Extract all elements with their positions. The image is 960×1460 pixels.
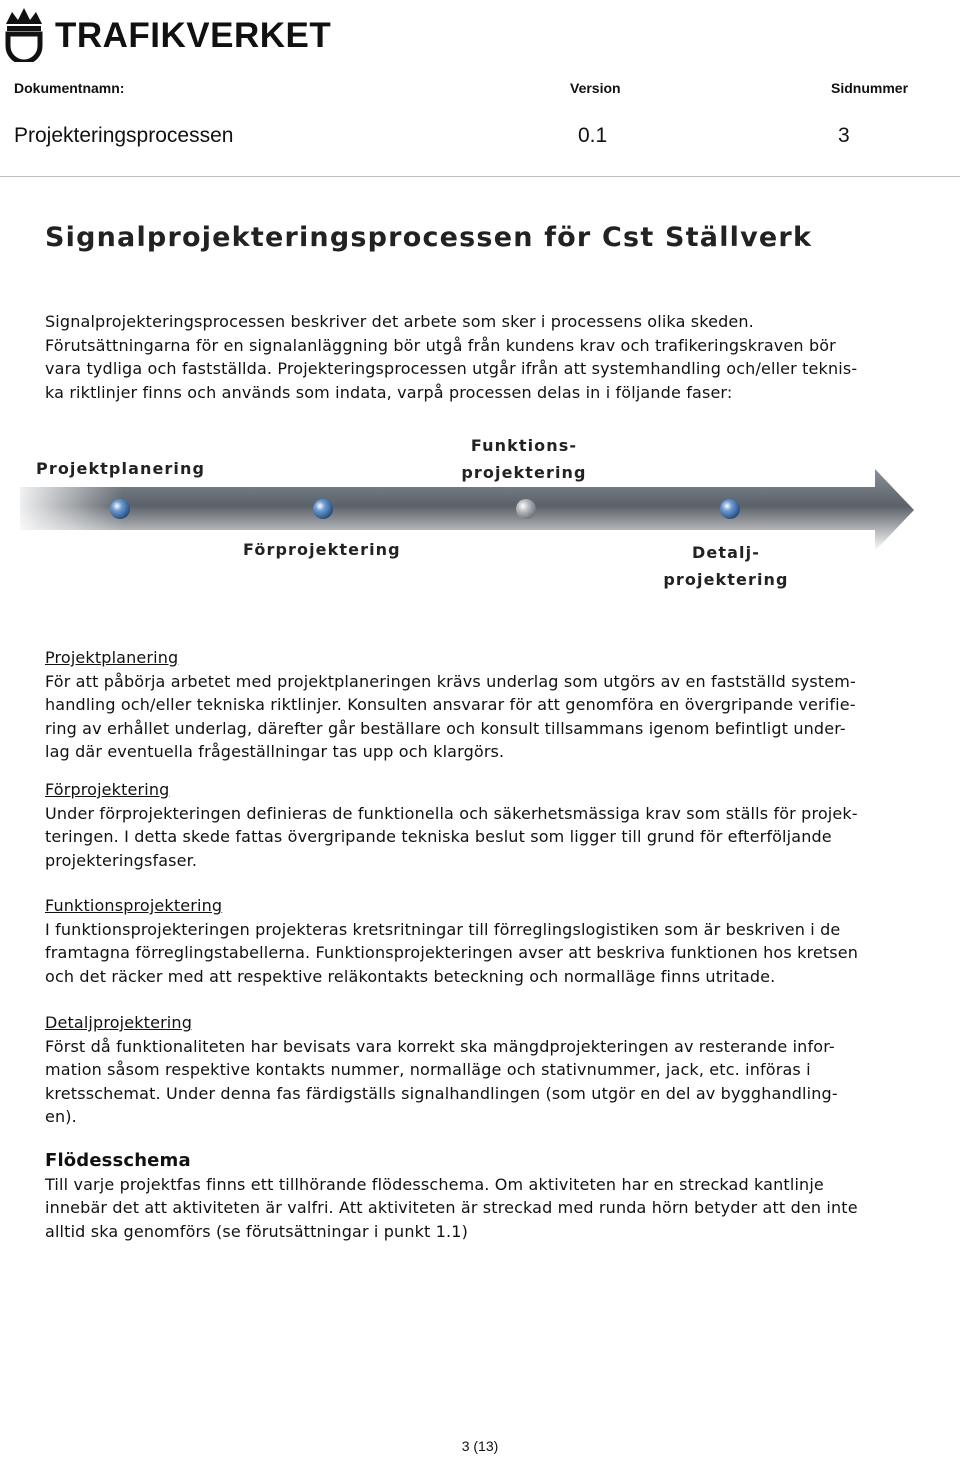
section-line: Under förprojekteringen definieras de funktionella och säkerhetsmässiga krav som ställs för projek- <box>45 803 858 823</box>
crown-icon <box>2 4 46 62</box>
section-line: projekteringsfaser. <box>45 850 198 870</box>
section-line: en). <box>45 1107 77 1126</box>
section-heading: Förprojektering <box>45 780 170 799</box>
version-label: Version <box>570 80 621 96</box>
intro-line: Signalprojekteringsprocessen beskriver det arbete som sker i processens olika skeden. <box>45 312 754 331</box>
process-diagram <box>20 425 940 595</box>
section-line: Först då funktionaliteten har bevisats vara korrekt ska mängdprojekteringen av resterande infor- <box>45 1036 835 1056</box>
section-heading: Projektplanering <box>45 648 179 667</box>
page-number-value: 3 <box>838 124 850 147</box>
phase-label-detaljprojektering <box>650 539 802 593</box>
section-line: lag där eventuella frågeställningar tas upp och klargörs. <box>45 742 505 761</box>
phase-bullet <box>110 499 130 519</box>
phase-bullet <box>313 499 333 519</box>
intro-paragraph <box>45 310 925 404</box>
section-line: och det räcker med att respektive reläkontakts beteckning och normalläge finns utritade. <box>45 966 776 986</box>
section-heading: Flödesschema <box>45 1150 191 1171</box>
phase-bullet <box>516 499 536 519</box>
section-line: alltid ska genomförs (se förutsättningar i punkt 1.1) <box>45 1221 468 1241</box>
section-line: framtagna förreglingstabellerna. Funktionsprojekteringen avser att beskriva funktionen hos kretsen <box>45 943 859 962</box>
logo-text: TRAFIKVERKET <box>55 16 332 55</box>
section-line: För att påbörja arbetet med projektplaneringen krävs underlag som utgörs av en fastställd system- <box>45 671 856 691</box>
section-line: handling och/eller tekniska riktlinjer. Konsulten ansvarar för att genomföra en övergripande verifie- <box>45 695 856 714</box>
section-funktionsprojektering <box>45 894 925 988</box>
section-line: innebär det att aktiviteten är valfri. Att aktiviteten är streckad med runda hörn betyder att den inte <box>45 1198 858 1217</box>
trafikverket-logo <box>0 0 332 66</box>
version-value: 0.1 <box>578 124 608 147</box>
intro-line: vara tydliga och fastställda. Projekteringsprocessen utgår ifrån att systemhandling och/eller teknis- <box>45 359 858 378</box>
phase-label-line: projektering <box>461 463 587 482</box>
page-indicator: 3 (13) <box>461 1438 499 1454</box>
section-heading: Detaljprojektering <box>45 1013 192 1032</box>
section-heading: Funktionsprojektering <box>45 896 223 915</box>
document-name-value: Projekteringsprocessen <box>14 124 234 147</box>
document-name-label: Dokumentnamn: <box>14 80 125 96</box>
phase-bullet <box>720 499 740 519</box>
page-number-label: Sidnummer <box>831 80 909 96</box>
header-divider <box>0 176 960 177</box>
phase-label-line: Detalj- <box>692 543 760 562</box>
section-projektplanering <box>45 646 925 764</box>
phase-label-line: Funktions- <box>470 436 578 455</box>
phase-label-funktionsprojektering <box>448 432 600 486</box>
section-line: Till varje projektfas finns ett tillhörande flödesschema. Om aktiviteten har en streckad kantlinje <box>45 1174 824 1194</box>
intro-line: ka riktlinjer finns och används som indata, varpå processen delas in i följande faser: <box>45 382 733 402</box>
section-line: teringen. I detta skede fattas övergripande tekniska beslut som ligger till grund för efterföljande <box>45 827 832 846</box>
section-line: I funktionsprojekteringen projekteras kretsritningar till förreglingslogistiken som är beskriven i de <box>45 919 841 939</box>
section-line: kretsschemat. Under denna fas färdigställs signalhandlingen (som utgör en del av bygghandling- <box>45 1083 838 1103</box>
section-line: mation såsom respektive kontakts nummer, normalläge och stativnummer, jack, etc. införas i <box>45 1060 811 1079</box>
section-line: ring av erhållet underlag, därefter går beställare och konsult tillsammans igenom befintligt under- <box>45 718 846 738</box>
phase-label-line: projektering <box>663 570 789 589</box>
section-forprojektering <box>45 778 925 872</box>
phase-label-projektplanering: Projektplanering <box>36 459 206 478</box>
page-title: Signalprojekteringsprocessen för Cst Ställverk <box>45 222 813 253</box>
section-flodesschema <box>45 1149 925 1243</box>
intro-line: Förutsättningarna för en signalanläggning bör utgå från kundens krav och trafikeringskraven bör <box>45 335 836 355</box>
phase-label-forprojektering: Förprojektering <box>243 540 401 559</box>
section-detaljprojektering <box>45 1011 925 1129</box>
